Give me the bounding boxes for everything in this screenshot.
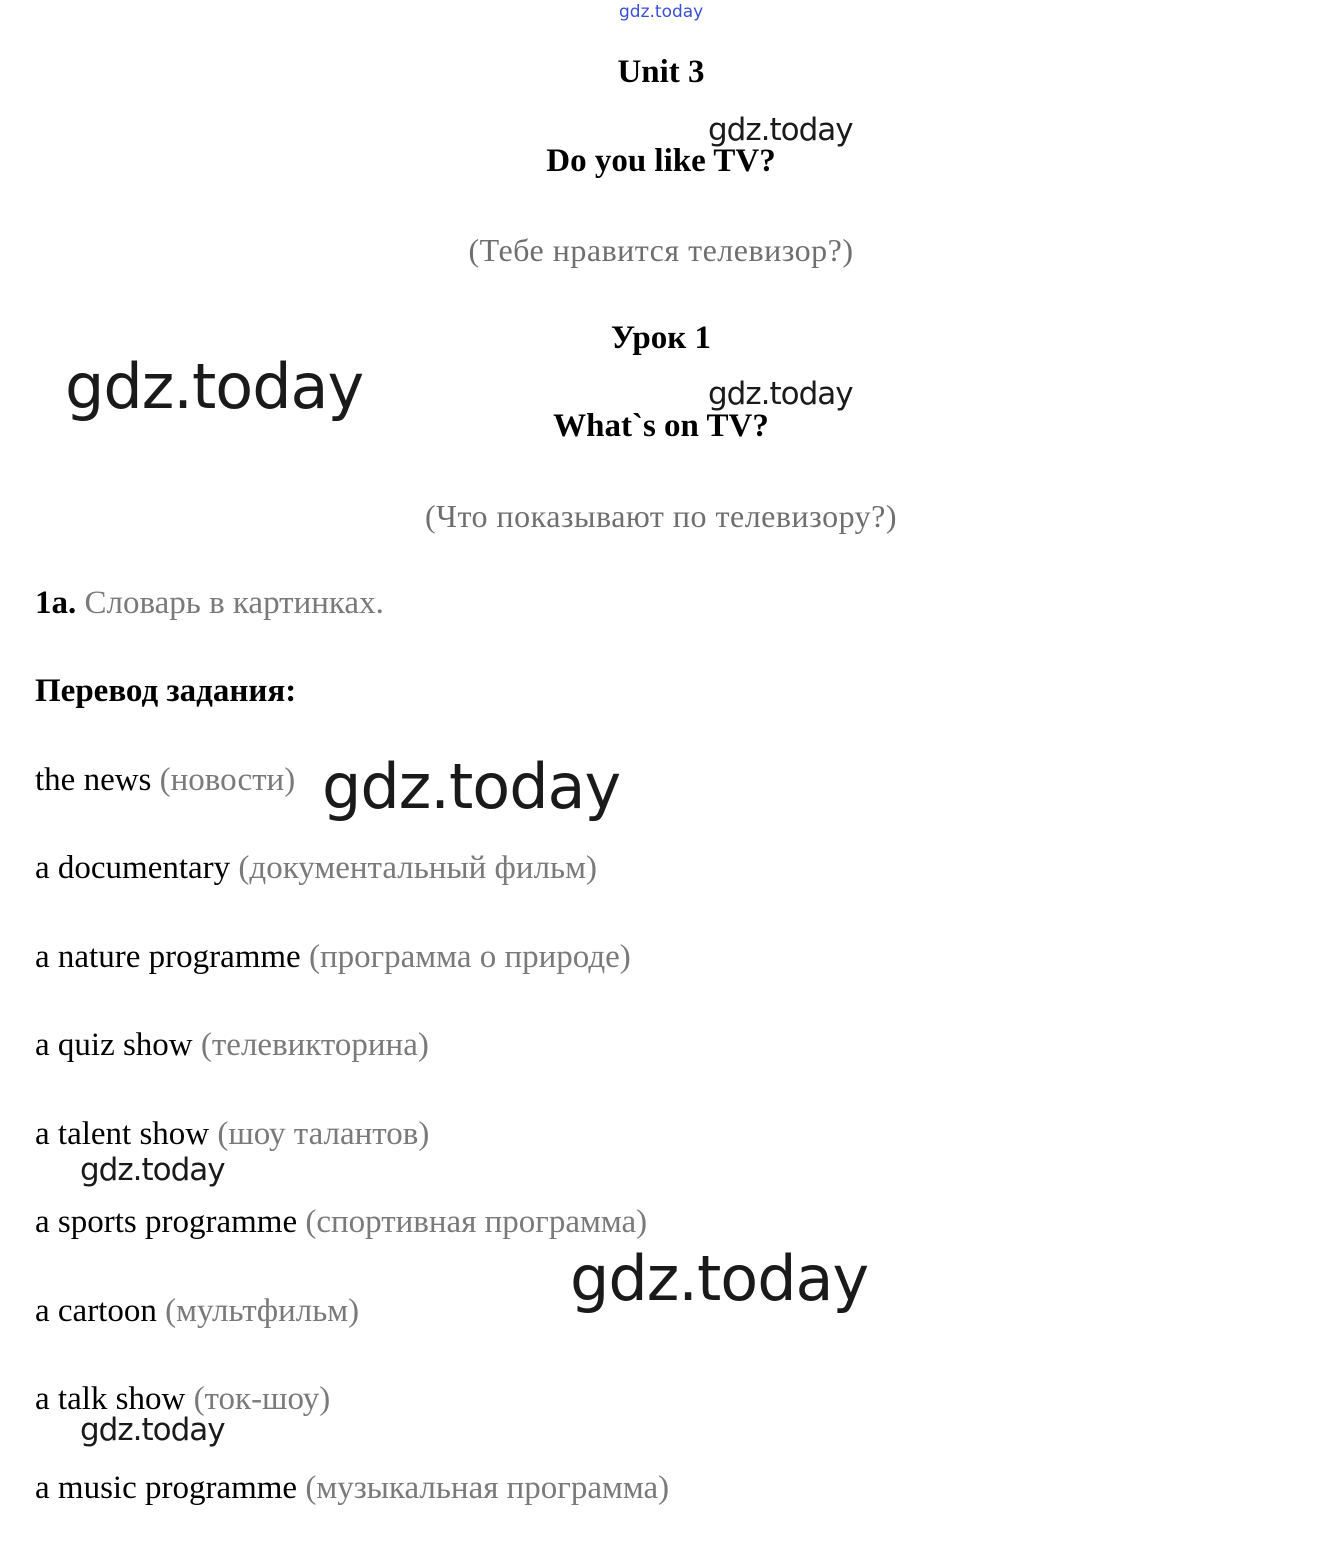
vocab-ru: (телевикторина) (200, 1027, 429, 1063)
vocab-item (35, 939, 631, 976)
vocab-en: a talk show (35, 1381, 186, 1417)
vocab-ru: (мультфильм) (165, 1293, 360, 1329)
vocab-en: the news (35, 762, 152, 798)
watermark: gdz.today (80, 1152, 225, 1188)
vocab-en: a documentary (35, 850, 231, 886)
vocab-item (35, 1116, 429, 1153)
vocab-ru: (документальный фильм) (238, 850, 597, 886)
watermark: gdz.today (708, 376, 853, 412)
vocab-item (35, 1204, 647, 1241)
vocab-item (35, 1293, 359, 1330)
unit-title: Do you like TV? (546, 143, 776, 179)
lesson-heading: Урок 1 (610, 320, 712, 356)
vocab-ru: (шоу талантов) (217, 1116, 430, 1152)
lesson-title-translation: (Что показывают по телевизору?) (424, 498, 897, 534)
watermark: gdz.today (65, 350, 364, 423)
task-line (35, 585, 384, 622)
vocab-item (35, 850, 597, 887)
watermark: gdz.today (80, 1412, 225, 1448)
unit-title-translation: (Тебе нравится телевизор?) (468, 232, 854, 268)
vocab-en: a music programme (35, 1470, 298, 1506)
vocab-en: a talent show (35, 1116, 210, 1152)
vocab-ru: (спортивная программа) (305, 1204, 648, 1240)
vocab-ru: (программа о природе) (308, 939, 631, 975)
vocab-ru: (музыкальная программа) (305, 1470, 670, 1506)
vocab-en: a cartoon (35, 1293, 157, 1329)
vocab-item (35, 1470, 669, 1507)
watermark: gdz.today (322, 750, 621, 823)
watermark-top: gdz.today (619, 2, 704, 22)
vocab-ru: (новости) (159, 762, 296, 798)
vocab-en: a nature programme (35, 939, 301, 975)
vocab-item (35, 762, 295, 799)
translation-label: Перевод задания: (35, 673, 297, 709)
lesson-title: What`s on TV? (553, 408, 769, 444)
vocab-en: a quiz show (35, 1027, 193, 1063)
vocab-item (35, 1027, 429, 1064)
watermark: gdz.today (570, 1242, 869, 1315)
vocab-item (35, 1381, 330, 1418)
vocab-ru: (ток-шоу) (193, 1381, 331, 1417)
task-number: 1a. (35, 585, 77, 621)
unit-heading: Unit 3 (617, 54, 705, 90)
task-text: Словарь в картинках. (84, 585, 384, 621)
vocab-en: a sports programme (35, 1204, 298, 1240)
watermark: gdz.today (708, 112, 853, 148)
